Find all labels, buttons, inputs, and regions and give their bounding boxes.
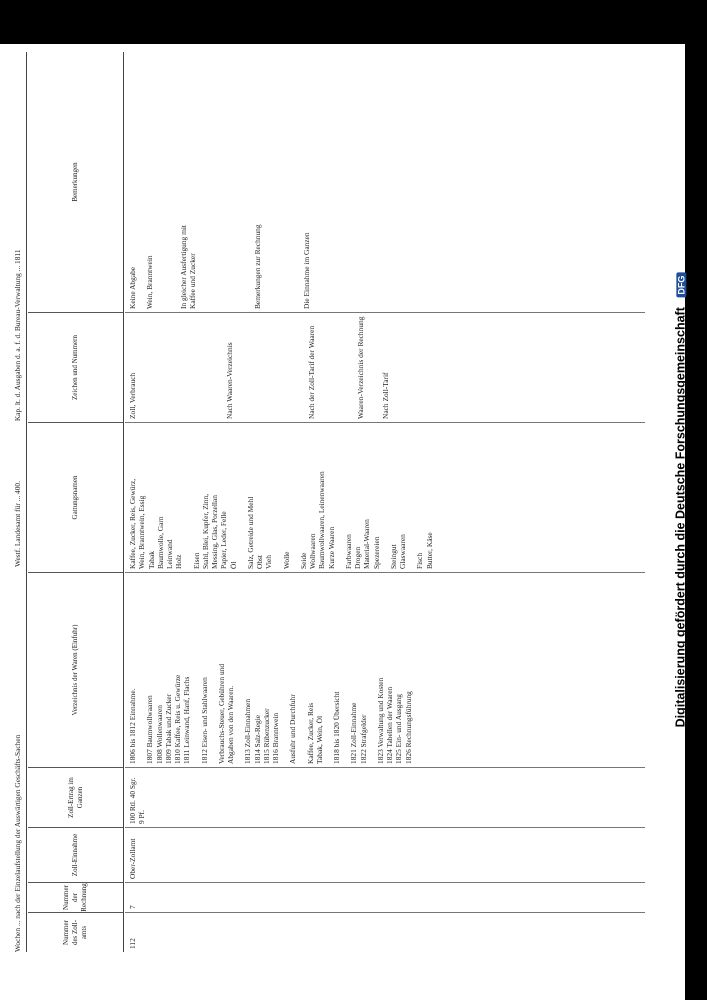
page-header: [10, 52, 27, 952]
table-cell-line: Leinwand: [165, 539, 174, 569]
table-cell-line: 1806 bis 1812 Einnahme.: [128, 688, 137, 764]
table-cell-line: Kurze Waaren: [326, 526, 336, 569]
table-cell-line: 112: [128, 938, 137, 949]
table-cell-line: [238, 426, 246, 569]
table-cell-line: [155, 55, 163, 309]
table-cell-line: [291, 426, 299, 569]
table-cell-line: [193, 316, 201, 419]
header-left: Wochen ... nach der Einzelaufstellung der Auswärtigen Geschäfts-Sachen: [13, 734, 23, 952]
table-cell-line: [332, 316, 340, 419]
table-cell-line: 1818 bis 1820 Übersicht: [332, 691, 341, 764]
table-cell-line: Kaffee und Zucker: [187, 253, 197, 309]
column-5: [125, 572, 645, 767]
table-cell-line: [294, 55, 302, 309]
table-cell-line: [251, 316, 259, 419]
table-cell-line: Obst: [255, 555, 264, 569]
table-cell-line: Messing, Glas, Porzellan: [210, 495, 219, 569]
table-cell-line: Farbwaaren: [343, 534, 353, 569]
column-7: [125, 312, 645, 422]
table-cell-line: [373, 316, 381, 419]
ledger-body: [125, 52, 645, 952]
table-cell-line: Verbrauchs-Steuer, Gebühren und: [216, 663, 226, 764]
table-cell-line: [237, 55, 245, 309]
column-header-3: Zoll-Einnahme: [28, 827, 123, 882]
table-cell-line: [270, 55, 278, 309]
table-cell-line: [286, 55, 294, 309]
table-cell-line: [316, 316, 324, 419]
table-cell-line: [177, 316, 185, 419]
table-cell-line: Zoll, Verbrauch: [128, 372, 137, 419]
table-cell-line: [235, 316, 243, 419]
table-cell-line: [274, 426, 282, 569]
table-cell-line: [262, 55, 270, 309]
table-cell-line: Wein, Branntwein: [145, 255, 155, 309]
table-cell-line: [243, 316, 251, 419]
table-cell-line: [145, 316, 153, 419]
table-cell-line: Glaswaaren: [398, 534, 407, 569]
table-cell-line: [169, 316, 177, 419]
header-right: Kap. lt. d. Ausgaben d. a. f. d. Bureau-Verwaltung ... 1811: [13, 249, 23, 422]
table-cell-line: Seide: [298, 552, 308, 569]
rotated-ledger: [10, 52, 656, 952]
table-cell-line: [217, 316, 225, 419]
table-cell-line: [267, 316, 275, 419]
table-cell-line: [184, 426, 192, 569]
table-cell-line: [209, 316, 217, 419]
table-cell-line: Papier, Leder, Felle: [219, 511, 229, 569]
table-cell-line: [368, 576, 376, 764]
header-middle: Westf. Landesamt für ... 400.: [13, 481, 23, 567]
table-cell-line: [213, 55, 221, 309]
table-cell-line: [201, 316, 209, 419]
table-cell-line: [221, 55, 229, 309]
table-cell-line: 100 Rtl. 40 Sgr.: [128, 777, 137, 824]
table-cell-line: Stahl, Blei, Kupfer, Zinn,: [200, 493, 210, 569]
column-header-6: Gattungsnamen: [28, 422, 123, 572]
table-cell-line: Öl: [228, 561, 238, 569]
dfg-notice: [660, 0, 700, 1000]
table-cell-line: [209, 576, 217, 764]
table-cell-line: Baumwollwaaren, Leinenwaaren: [317, 471, 327, 569]
table-cell-line: Eisen: [191, 552, 201, 569]
table-cell-line: [137, 55, 145, 309]
column-header-2: Nummer der Rechnung: [28, 882, 123, 912]
table-cell-line: 1808 Wollenwaaren: [154, 705, 164, 764]
table-cell-line: [163, 55, 171, 309]
table-cell-line: 1814 Salz-Regie: [252, 714, 262, 764]
table-cell-line: [324, 316, 332, 419]
table-cell-line: Nach der Zoll-Tarif der Waaren: [306, 325, 316, 419]
table-cell-line: [336, 426, 344, 569]
table-cell-line: Abgaben von den Waaren.: [226, 685, 235, 764]
table-cell-line: [185, 316, 193, 419]
table-cell-line: [197, 55, 205, 309]
column-4: [125, 767, 645, 827]
table-cell-line: [278, 55, 286, 309]
table-cell-line: 1815 Rübenzucker: [261, 708, 271, 764]
column-header-5: Verzeichnis der Waren (Einfuhr): [28, 572, 123, 767]
table-cell-line: Baumwolle, Garn: [155, 516, 165, 569]
column-headers: [28, 52, 124, 952]
table-cell-line: [137, 316, 145, 419]
table-cell-line: 1809 Tabak und Zucker: [163, 693, 173, 764]
table-cell-line: 7: [128, 905, 137, 909]
table-cell-line: [299, 316, 307, 419]
table-cell-line: Drogen: [353, 546, 362, 569]
table-cell-line: Keine Abgabe: [128, 266, 137, 309]
table-cell-line: [341, 576, 349, 764]
table-cell-line: In gleicher Ausfertigung mit: [178, 225, 188, 309]
table-cell-line: Salz, Getreide und Mehl: [245, 496, 255, 569]
table-cell-line: [153, 316, 161, 419]
dfg-logo-icon: DFG: [676, 273, 686, 298]
table-cell-line: Kaffee, Zucker, Reis, Gewürz,: [128, 478, 137, 569]
table-cell-line: Wollwaaren: [308, 533, 317, 569]
table-cell-line: [280, 576, 288, 764]
table-cell-line: [348, 316, 356, 419]
table-cell-line: Ober-Zollamt: [128, 838, 137, 879]
table-cell-line: 1810 Kaffee, Reis u. Gewürze: [173, 674, 182, 764]
table-cell-line: Nach Waaren-Verzeichnis: [225, 342, 235, 419]
table-cell-line: Tabak, Wein, Öl: [314, 715, 324, 764]
column-1: [125, 912, 645, 952]
table-cell-line: [137, 576, 145, 764]
table-cell-line: Ausfuhr und Durchfuhr: [288, 694, 298, 764]
table-cell-line: 1813 Zoll-Einnahmen: [243, 698, 253, 764]
table-cell-line: Butter, Käse: [424, 532, 434, 569]
table-cell-line: Wolle: [281, 551, 291, 569]
table-cell-line: Fisch: [415, 552, 425, 569]
table-cell-line: [381, 426, 389, 569]
column-6: [125, 422, 645, 572]
table-cell-line: Die Einnahme im Ganzen: [302, 232, 312, 309]
table-cell-line: Nach Zoll-Tarif: [381, 372, 390, 419]
table-cell-line: [291, 316, 299, 419]
column-header-8: Bemerkungen: [71, 162, 80, 202]
table-cell-line: 1825 Ein- und Ausgang: [394, 693, 404, 764]
table-cell-line: [171, 55, 179, 309]
table-cell-line: [283, 316, 291, 419]
table-cell-line: [407, 426, 415, 569]
scan-top-border: [0, 0, 707, 44]
table-cell-line: Holz: [174, 554, 184, 569]
table-cell-line: [365, 316, 373, 419]
table-cell-line: Steingut: [388, 544, 398, 569]
column-header-4: Zoll-Ertrag im Ganzen: [28, 767, 123, 827]
table-cell-line: [235, 576, 243, 764]
table-cell-line: Kaffee, Zucker, Reis: [305, 702, 315, 764]
table-cell-line: [245, 55, 253, 309]
column-header-1: Nummer des Zoll-amts: [28, 912, 123, 952]
table-cell-line: [324, 576, 332, 764]
table-cell-line: [161, 316, 169, 419]
table-cell-line: [192, 576, 200, 764]
table-cell-line: 1824 Tabellen der Waaren: [385, 686, 394, 764]
table-cell-line: 1823 Verwaltung und Kosten: [375, 677, 385, 764]
scan-mark: [686, 960, 689, 974]
document-page: [10, 52, 656, 952]
table-cell-line: [340, 316, 348, 419]
column-3: [125, 827, 645, 882]
table-cell-line: 1822 Strafgelder: [358, 714, 368, 764]
table-cell-line: 1821 Zoll-Einnahme: [349, 702, 359, 764]
table-cell-line: 1811 Leinwand, Hanf, Flachs: [182, 676, 192, 764]
table-cell-line: 1826 Rechnungsführung: [403, 691, 413, 764]
table-cell-line: Waaren-Verzeichnis der Rechnung: [355, 316, 365, 419]
table-cell-line: Tabak: [146, 551, 156, 569]
table-cell-line: [205, 55, 213, 309]
table-cell-line: Wein, Branntwein, Essig: [137, 495, 147, 569]
table-cell-line: 1807 Baumwollwaaren: [145, 695, 155, 764]
table-cell-line: Material-Waaren: [362, 519, 372, 569]
table-cell-line: Spezereien: [371, 536, 381, 569]
table-cell-line: 1812 Eisen- und Stahlwaaren: [199, 677, 209, 764]
column-header-7: Zeichen und Nummern: [28, 312, 123, 422]
table-cell-line: [275, 316, 283, 419]
table-cell-line: Bemerkungen zur Rechnung: [253, 224, 262, 309]
table-cell-line: [259, 316, 267, 419]
table-cell-line: [229, 55, 237, 309]
dfg-notice-text: Digitalisierung gefördert durch die Deutsche Forschungsgemeinschaft: [673, 307, 688, 728]
column-2: [125, 882, 645, 912]
table-cell-line: Vieh: [264, 555, 274, 569]
table-cell-line: 1816 Branntwein: [271, 712, 280, 764]
column-8: [125, 52, 645, 312]
table-cell-line: 9 Pf.: [137, 810, 147, 824]
table-cell-line: [298, 576, 306, 764]
